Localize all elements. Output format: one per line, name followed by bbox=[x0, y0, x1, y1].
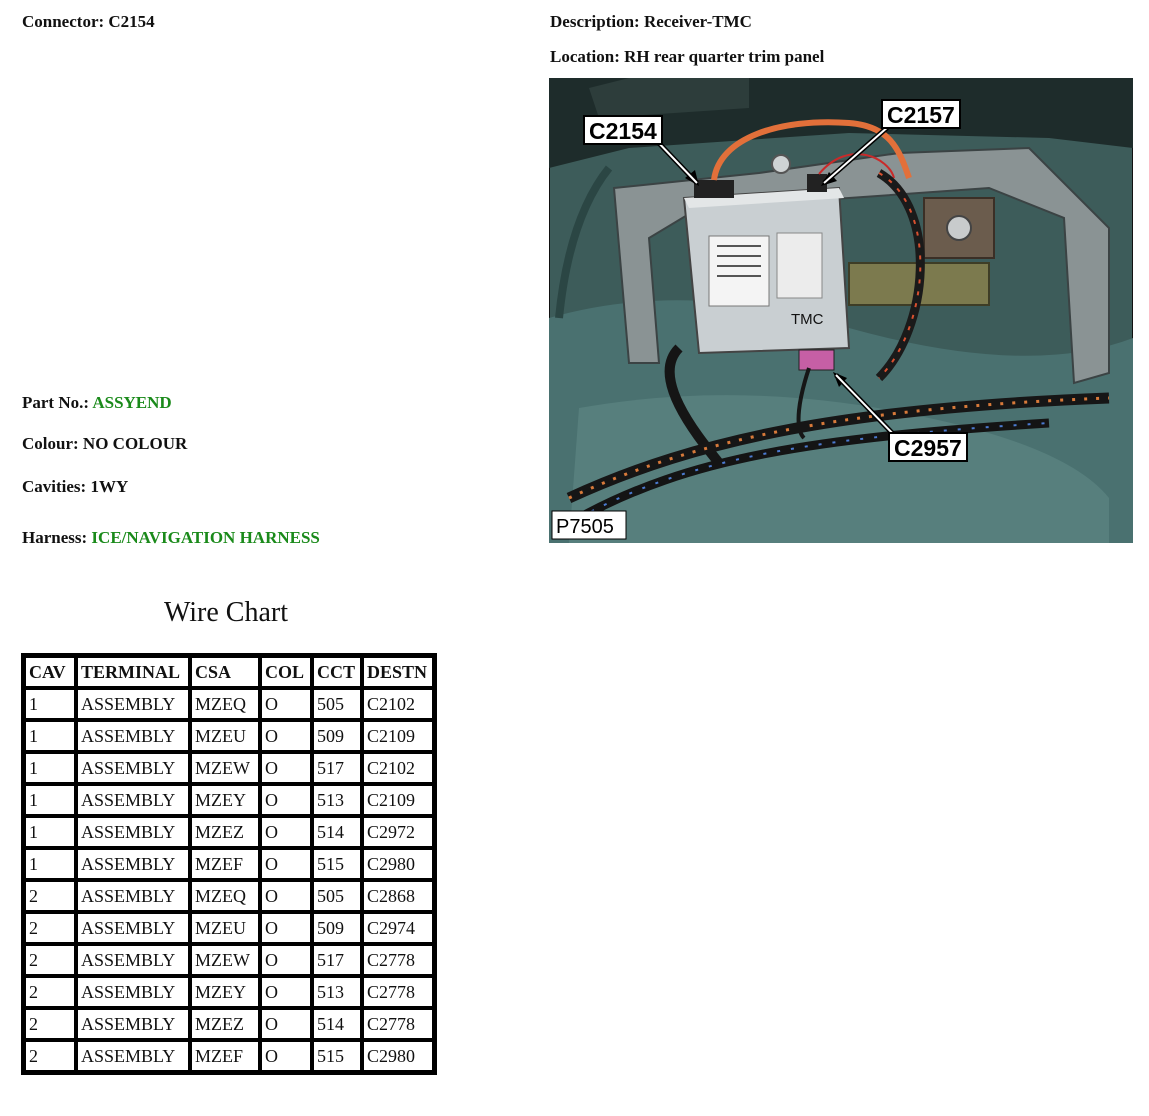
cell-cct: 513 bbox=[312, 976, 362, 1008]
cell-destn: C2778 bbox=[362, 976, 434, 1008]
location-value: RH rear quarter trim panel bbox=[624, 47, 825, 66]
figure-id: P7505 bbox=[556, 516, 614, 538]
cell-cct: 515 bbox=[312, 848, 362, 880]
cell-csa: MZEU bbox=[190, 720, 260, 752]
cell-cav: 2 bbox=[24, 976, 76, 1008]
cell-cav: 2 bbox=[24, 880, 76, 912]
cell-terminal: ASSEMBLY bbox=[76, 688, 190, 720]
cell-terminal: ASSEMBLY bbox=[76, 752, 190, 784]
connector-value: C2154 bbox=[108, 12, 155, 31]
cell-cct: 505 bbox=[312, 688, 362, 720]
header-csa: CSA bbox=[190, 656, 260, 688]
cell-col: O bbox=[260, 720, 312, 752]
cell-cct: 515 bbox=[312, 1040, 362, 1072]
cell-col: O bbox=[260, 880, 312, 912]
cell-col: O bbox=[260, 688, 312, 720]
header-col: COL bbox=[260, 656, 312, 688]
cell-col: O bbox=[260, 784, 312, 816]
description-value: Receiver-TMC bbox=[643, 12, 752, 31]
cell-destn: C2980 bbox=[362, 848, 434, 880]
colour-field bbox=[22, 434, 187, 454]
cell-csa: MZEY bbox=[190, 784, 260, 816]
cell-col: O bbox=[260, 976, 312, 1008]
description-label: Description: bbox=[550, 12, 640, 31]
cell-csa: MZEF bbox=[190, 1040, 260, 1072]
header-cav: CAV bbox=[24, 656, 76, 688]
table-row bbox=[24, 688, 434, 720]
header-destn: DESTN bbox=[362, 656, 434, 688]
cell-terminal: ASSEMBLY bbox=[76, 976, 190, 1008]
cell-cct: 517 bbox=[312, 752, 362, 784]
table-row bbox=[24, 752, 434, 784]
cell-cct: 514 bbox=[312, 816, 362, 848]
part-no-field bbox=[22, 393, 172, 413]
part-no-label: Part No.: bbox=[22, 393, 90, 412]
cell-csa: MZEZ bbox=[190, 1008, 260, 1040]
cell-cav: 2 bbox=[24, 944, 76, 976]
table-row bbox=[24, 1040, 434, 1072]
connector-label: Connector: bbox=[22, 12, 105, 31]
cell-destn: C2102 bbox=[362, 688, 434, 720]
cavities-value: 1WY bbox=[90, 477, 129, 496]
cell-csa: MZEZ bbox=[190, 816, 260, 848]
wire-chart-header-row bbox=[24, 656, 434, 688]
cell-col: O bbox=[260, 1040, 312, 1072]
cell-cct: 509 bbox=[312, 912, 362, 944]
cell-destn: C2778 bbox=[362, 1008, 434, 1040]
cell-terminal: ASSEMBLY bbox=[76, 848, 190, 880]
cell-cct: 514 bbox=[312, 1008, 362, 1040]
cell-cct: 517 bbox=[312, 944, 362, 976]
table-row bbox=[24, 944, 434, 976]
callout-c2957: C2957 bbox=[894, 435, 962, 461]
header-terminal: TERMINAL bbox=[76, 656, 190, 688]
cell-destn: C2778 bbox=[362, 944, 434, 976]
cell-terminal: ASSEMBLY bbox=[76, 1008, 190, 1040]
cavities-field bbox=[22, 477, 128, 497]
cell-terminal: ASSEMBLY bbox=[76, 816, 190, 848]
wire-chart-table bbox=[21, 653, 437, 1075]
cell-cav: 2 bbox=[24, 912, 76, 944]
cell-cav: 1 bbox=[24, 816, 76, 848]
cell-terminal: ASSEMBLY bbox=[76, 912, 190, 944]
cell-csa: MZEQ bbox=[190, 688, 260, 720]
cell-destn: C2974 bbox=[362, 912, 434, 944]
cell-cav: 1 bbox=[24, 752, 76, 784]
table-row bbox=[24, 720, 434, 752]
cell-terminal: ASSEMBLY bbox=[76, 1040, 190, 1072]
header-cct: CCT bbox=[312, 656, 362, 688]
wire-chart-title: Wire Chart bbox=[163, 597, 289, 628]
callout-c2157: C2157 bbox=[887, 102, 955, 128]
table-row bbox=[24, 1008, 434, 1040]
cell-cav: 1 bbox=[24, 688, 76, 720]
colour-value: NO COLOUR bbox=[82, 434, 188, 453]
cell-csa: MZEF bbox=[190, 848, 260, 880]
cell-csa: MZEW bbox=[190, 944, 260, 976]
description-field bbox=[550, 12, 752, 32]
cell-cav: 2 bbox=[24, 1008, 76, 1040]
table-row bbox=[24, 816, 434, 848]
connector-field bbox=[22, 12, 155, 32]
cell-cct: 513 bbox=[312, 784, 362, 816]
cell-destn: C2102 bbox=[362, 752, 434, 784]
cell-terminal: ASSEMBLY bbox=[76, 720, 190, 752]
callout-c2154: C2154 bbox=[589, 118, 657, 144]
cell-cav: 2 bbox=[24, 1040, 76, 1072]
table-row bbox=[24, 880, 434, 912]
cell-col: O bbox=[260, 848, 312, 880]
location-field bbox=[550, 47, 824, 67]
cell-csa: MZEY bbox=[190, 976, 260, 1008]
cell-destn: C2109 bbox=[362, 784, 434, 816]
cell-cav: 1 bbox=[24, 784, 76, 816]
cell-cct: 509 bbox=[312, 720, 362, 752]
cell-destn: C2980 bbox=[362, 1040, 434, 1072]
cell-destn: C2868 bbox=[362, 880, 434, 912]
harness-field bbox=[22, 528, 320, 548]
cell-col: O bbox=[260, 944, 312, 976]
cell-cav: 1 bbox=[24, 848, 76, 880]
table-row bbox=[24, 848, 434, 880]
cavities-label: Cavities: bbox=[22, 477, 87, 496]
cell-col: O bbox=[260, 912, 312, 944]
harness-link[interactable]: ICE/NAVIGATION HARNESS bbox=[91, 528, 320, 547]
cell-col: O bbox=[260, 816, 312, 848]
cell-csa: MZEQ bbox=[190, 880, 260, 912]
cell-terminal: ASSEMBLY bbox=[76, 784, 190, 816]
cell-terminal: ASSEMBLY bbox=[76, 944, 190, 976]
colour-label: Colour: bbox=[22, 434, 79, 453]
tmc-module-label: TMC bbox=[791, 311, 824, 328]
cell-destn: C2972 bbox=[362, 816, 434, 848]
cell-csa: MZEU bbox=[190, 912, 260, 944]
table-row bbox=[24, 784, 434, 816]
cell-destn: C2109 bbox=[362, 720, 434, 752]
connector-location-photo bbox=[549, 78, 1133, 543]
cell-cav: 1 bbox=[24, 720, 76, 752]
cell-cct: 505 bbox=[312, 880, 362, 912]
cell-col: O bbox=[260, 752, 312, 784]
location-label: Location: bbox=[550, 47, 620, 66]
harness-label: Harness: bbox=[22, 528, 88, 547]
cell-terminal: ASSEMBLY bbox=[76, 880, 190, 912]
cell-csa: MZEW bbox=[190, 752, 260, 784]
part-no-link[interactable]: ASSYEND bbox=[92, 393, 172, 412]
cell-col: O bbox=[260, 1008, 312, 1040]
table-row bbox=[24, 976, 434, 1008]
table-row bbox=[24, 912, 434, 944]
